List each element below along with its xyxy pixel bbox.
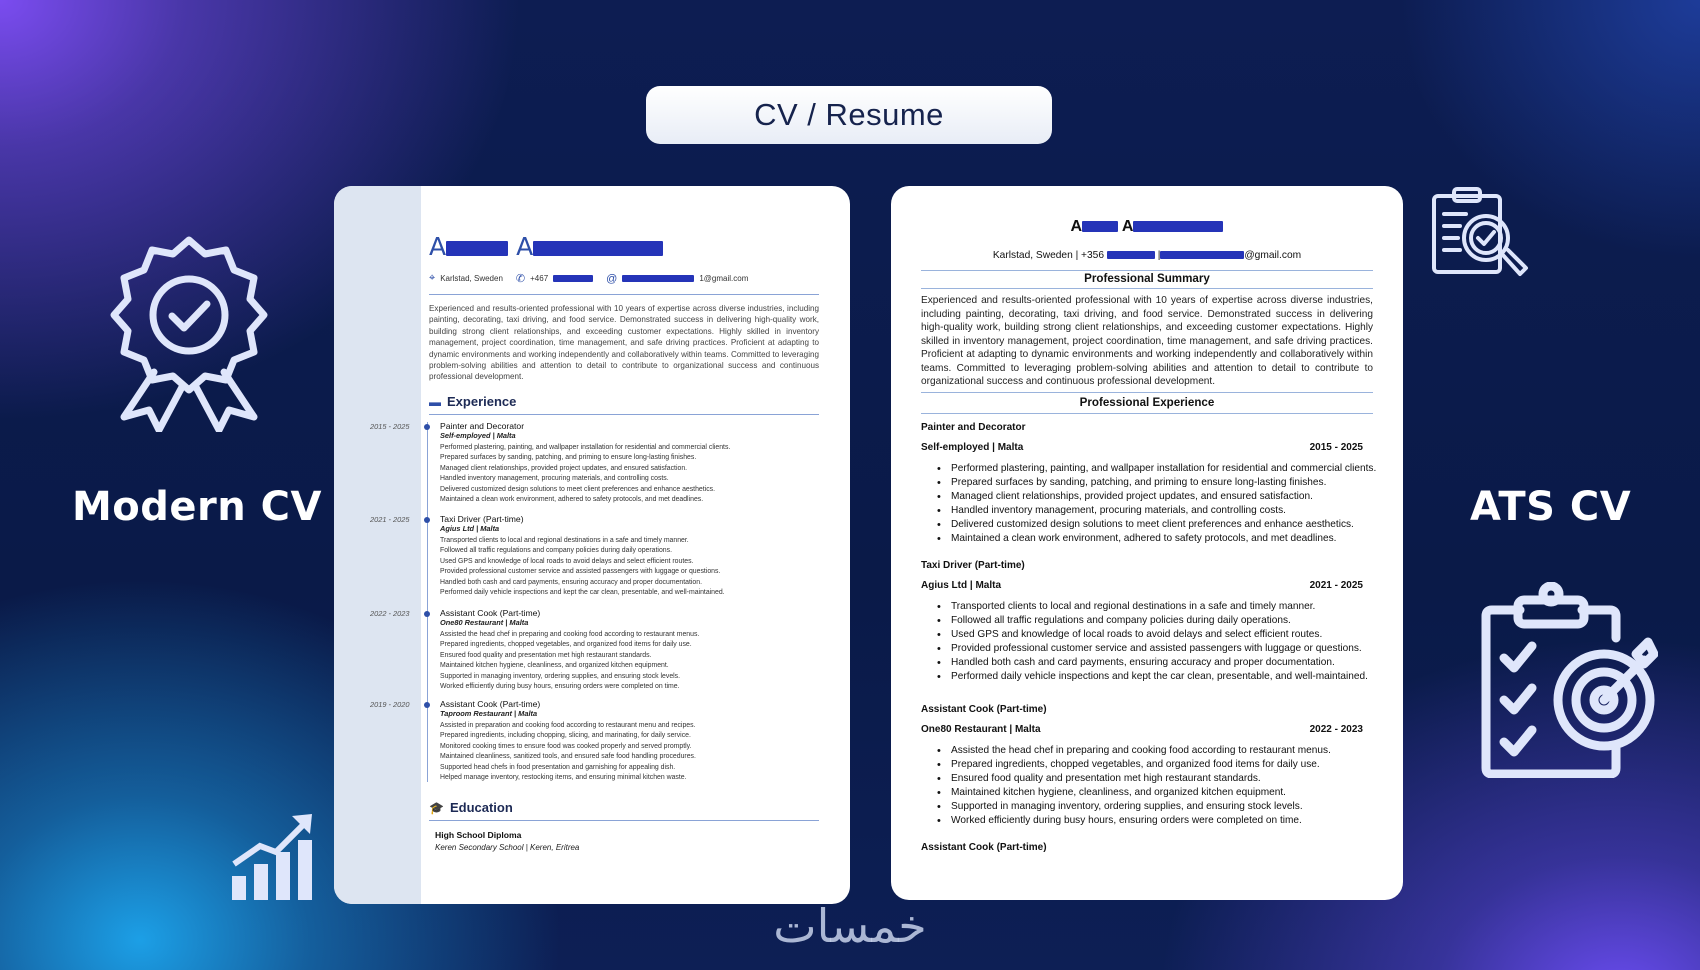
divider bbox=[429, 820, 819, 821]
job-bullets bbox=[440, 721, 696, 783]
bullet: • Assisted the head chef in preparing and cooking food according to restaurant menus. bbox=[937, 744, 1367, 758]
redaction-bar bbox=[553, 275, 593, 282]
job-bullets bbox=[440, 630, 699, 692]
job-bullets bbox=[937, 744, 1367, 828]
sidebar-strip bbox=[334, 186, 421, 904]
bullet: • Handled both cash and card payments, ensuring accuracy and proper documentation. bbox=[937, 656, 1367, 670]
job-title: Taxi Driver (Part-time) bbox=[921, 560, 1025, 571]
khamsat-logo: خمسات bbox=[773, 899, 927, 953]
bullet: • Provided professional customer service and assisted passengers with luggage or questions. bbox=[937, 642, 1367, 656]
bullet: Transported clients to local and regional destinations in a safe and timely manner. bbox=[440, 537, 689, 544]
redaction-bar bbox=[533, 241, 663, 256]
timeline-dot bbox=[424, 702, 430, 708]
bullet: Prepared ingredients, including chopping, slicing, and marinating, for daily service. bbox=[440, 732, 691, 740]
bullet: Supported in managing inventory, ordering supplies, and ensuring stock levels. bbox=[440, 672, 681, 680]
divider bbox=[429, 414, 819, 415]
job-dates: 2021 - 2025 bbox=[370, 515, 410, 524]
job-company: Self-employed | Malta bbox=[440, 431, 516, 440]
bullet: Maintained cleanliness, sanitized tools, and ensured safe food handling procedures. bbox=[440, 753, 696, 761]
job-company: One80 Restaurant | Malta bbox=[440, 618, 529, 627]
email-icon: @ bbox=[606, 272, 618, 285]
bullet: • Managed client relationships, provided project updates, and ensured satisfaction. bbox=[937, 490, 1367, 504]
bullet: Followed all traffic regulations and company policies during daily operations. bbox=[440, 547, 672, 555]
timeline-dot bbox=[424, 424, 430, 430]
bullet: • Prepared ingredients, chopped vegetables, and organized food items for daily use. bbox=[937, 758, 1367, 772]
bullet: Assisted in preparation and cooking food according to restaurant menu and recipes. bbox=[440, 722, 696, 729]
job-title: Painter and Decorator bbox=[440, 421, 525, 431]
divider bbox=[921, 413, 1373, 414]
bullet: • Delivered customized design solutions to meet client preferences and enhance aesthetics. bbox=[937, 518, 1367, 532]
contact-line: ⌖ Karlstad, Sweden ✆ +467 @ 1@gmail.com bbox=[429, 272, 749, 285]
bullet: Prepared ingredients, chopped vegetables, and organized food items for daily use. bbox=[440, 641, 692, 649]
experience-heading: ▬ Experience bbox=[429, 394, 517, 409]
summary-text: Experienced and results-oriented professional with 10 years of expertise across diverse industries, including painting, decorating, taxi driving, and food service. Demonstrated success in delivering high-quality work, building strong client relationships, and exceeding customer expectations. Highly skilled in inventory management, project coordination, time management, and safe driving practices. Proficient at adapting to dynamic environments and working independently and collaboratively within teams. Committed to leveraging problem-solving abilities and attention to detail to contribute to organizational success and continuous professional development. bbox=[429, 304, 819, 382]
bullet: • Prepared surfaces by sanding, patching, and priming to ensure long-lasting finishes. bbox=[937, 476, 1367, 490]
job-title: Assistant Cook (Part-time) bbox=[440, 699, 541, 709]
redaction-bar bbox=[1107, 251, 1155, 259]
job-dates: 2019 - 2020 bbox=[370, 700, 410, 709]
bullet: Assisted the head chef in preparing and cooking food according to restaurant menus. bbox=[440, 631, 700, 638]
divider bbox=[921, 270, 1373, 271]
timeline-dot bbox=[424, 517, 430, 523]
bullet: Monitored cooking times to ensure food was cooked properly and served promptly. bbox=[440, 742, 692, 750]
job-dates: 2022 - 2023 bbox=[1309, 724, 1363, 735]
bullet: • Maintained a clean work environment, adhered to safety protocols, and met deadlines. bbox=[937, 532, 1367, 546]
checklist-target-icon bbox=[1480, 582, 1658, 778]
divider bbox=[429, 294, 819, 295]
phone-icon: ✆ bbox=[515, 273, 526, 285]
bullet: Managed client relationships, provided project updates, and ensured satisfaction. bbox=[440, 464, 688, 472]
redaction-bar bbox=[1082, 221, 1118, 232]
growth-chart-icon bbox=[230, 812, 316, 902]
education-school: Keren Secondary School | Keren, Eritrea bbox=[435, 843, 580, 852]
timeline-line bbox=[427, 422, 428, 782]
bullet: Prepared surfaces by sanding, patching, and priming to ensure long-lasting finishes. bbox=[440, 454, 697, 462]
bullet: • Transported clients to local and regional destinations in a safe and timely manner. bbox=[937, 600, 1367, 614]
bullet: • Performed plastering, painting, and wallpaper installation for residential and commercial clients. bbox=[937, 462, 1367, 476]
ats-cv-preview bbox=[891, 186, 1403, 900]
bullet: Maintained kitchen hygiene, cleanliness, and organized kitchen equipment. bbox=[440, 662, 669, 670]
divider bbox=[921, 288, 1373, 289]
education-heading: 🎓 Education bbox=[429, 800, 513, 815]
bullet: • Handled inventory management, procuring materials, and controlling costs. bbox=[937, 504, 1367, 518]
ats-cv-label: ATS CV bbox=[1470, 484, 1632, 530]
briefcase-icon: ▬ bbox=[429, 394, 441, 409]
job-company: Agius Ltd | Malta bbox=[440, 524, 500, 533]
bullet: Helped manage inventory, restocking items, and ensuring minimal kitchen waste. bbox=[440, 774, 687, 782]
bullet: Maintained a clean work environment, adhered to safety protocols, and met deadlines. bbox=[440, 496, 704, 504]
job-bullets bbox=[440, 536, 725, 598]
job-title: Assistant Cook (Part-time) bbox=[921, 704, 1047, 715]
job-dates: 2015 - 2025 bbox=[1309, 442, 1363, 453]
bullet: • Maintained kitchen hygiene, cleanliness, and organized kitchen equipment. bbox=[937, 786, 1367, 800]
timeline-dot bbox=[424, 611, 430, 617]
job-dates: 2022 - 2023 bbox=[370, 609, 410, 618]
bullet: • Performed daily vehicle inspections and kept the car clean, presentable, and well-maintained. bbox=[937, 670, 1367, 684]
job-bullets bbox=[937, 462, 1377, 546]
bullet: Performed daily vehicle inspections and kept the car clean, presentable, and well-maintained. bbox=[440, 589, 725, 597]
job-company: Self-employed | Malta bbox=[921, 442, 1024, 453]
contact-line: Karlstad, Sweden | +356 | @gmail.com bbox=[992, 250, 1302, 261]
summary-heading: Professional Summary bbox=[1084, 272, 1210, 285]
education-degree: High School Diploma bbox=[435, 830, 522, 840]
experience-heading: Professional Experience bbox=[1079, 396, 1215, 409]
job-title: Painter and Decorator bbox=[921, 422, 1026, 433]
location-pin-icon: ⌖ bbox=[429, 272, 436, 284]
bullet: • Worked efficiently during busy hours, ensuring orders were completed on time. bbox=[937, 814, 1367, 828]
redaction-bar bbox=[622, 275, 694, 282]
job-bullets bbox=[440, 443, 730, 505]
modern-cv-label: Modern CV bbox=[72, 484, 322, 530]
job-dates: 2021 - 2025 bbox=[1309, 580, 1363, 591]
bullet: Handled both cash and card payments, ensuring accuracy and proper documentation. bbox=[440, 578, 703, 586]
job-company: Agius Ltd | Malta bbox=[921, 580, 1002, 591]
redaction-bar bbox=[446, 241, 508, 256]
bullet: • Supported in managing inventory, ordering supplies, and ensuring stock levels. bbox=[937, 800, 1367, 814]
bullet: Worked efficiently during busy hours, ensuring orders were completed on time. bbox=[440, 683, 680, 691]
redaction-bar bbox=[1133, 221, 1223, 232]
bullet: Ensured food quality and presentation met high restaurant standards. bbox=[440, 651, 652, 659]
candidate-name: A A bbox=[891, 218, 1403, 236]
bullet: • Followed all traffic regulations and company policies during daily operations. bbox=[937, 614, 1367, 628]
divider bbox=[921, 392, 1373, 393]
award-badge-icon bbox=[104, 232, 274, 432]
candidate-name: A A bbox=[429, 232, 663, 261]
bullet: Provided professional customer service and assisted passengers with luggage or questions. bbox=[440, 568, 721, 576]
job-company: Taproom Restaurant | Malta bbox=[440, 709, 538, 718]
graduation-cap-icon: 🎓 bbox=[429, 800, 444, 815]
summary-text: Experienced and results-oriented professional with 10 years of expertise across diverse industries, including painting, decorating, taxi driving, and food service. Demonstrated success in delivering high-quality work, building strong client relationships, and exceeding customer expectations. Highly skilled in inventory management, project coordination, time management, and safe driving practices. Proficient at adapting to dynamic environments and working independently and collaboratively within teams. Committed to leveraging problem-solving abilities and attention to detail to contribute to organizational success and continuous professional development. bbox=[921, 295, 1373, 387]
modern-cv-preview bbox=[334, 186, 850, 904]
job-title: Assistant Cook (Part-time) bbox=[440, 608, 541, 618]
document-search-icon bbox=[1430, 186, 1530, 286]
page-title: CV / Resume bbox=[646, 86, 1052, 144]
bullet: • Ensured food quality and presentation met high restaurant standards. bbox=[937, 772, 1367, 786]
job-title: Assistant Cook (Part-time) bbox=[921, 842, 1047, 853]
bullet: Supported head chefs in food presentation and garnishing for appealing dish. bbox=[440, 763, 676, 771]
bullet: • Used GPS and knowledge of local roads to avoid delays and select efficient routes. bbox=[937, 628, 1367, 642]
job-title: Taxi Driver (Part-time) bbox=[440, 514, 524, 524]
redaction-bar bbox=[1160, 251, 1244, 259]
bullet: Delivered customized design solutions to meet client preferences and enhance aesthetics. bbox=[440, 485, 716, 493]
job-bullets bbox=[937, 600, 1367, 684]
bullet: Performed plastering, painting, and wallpaper installation for residential and commercial clients. bbox=[440, 444, 731, 451]
job-company: One80 Restaurant | Malta bbox=[921, 724, 1041, 735]
bullet: Used GPS and knowledge of local roads to avoid delays and select efficient routes. bbox=[440, 557, 694, 565]
job-dates: 2015 - 2025 bbox=[370, 422, 410, 431]
bullet: Handled inventory management, procuring materials, and controlling costs. bbox=[440, 475, 669, 483]
